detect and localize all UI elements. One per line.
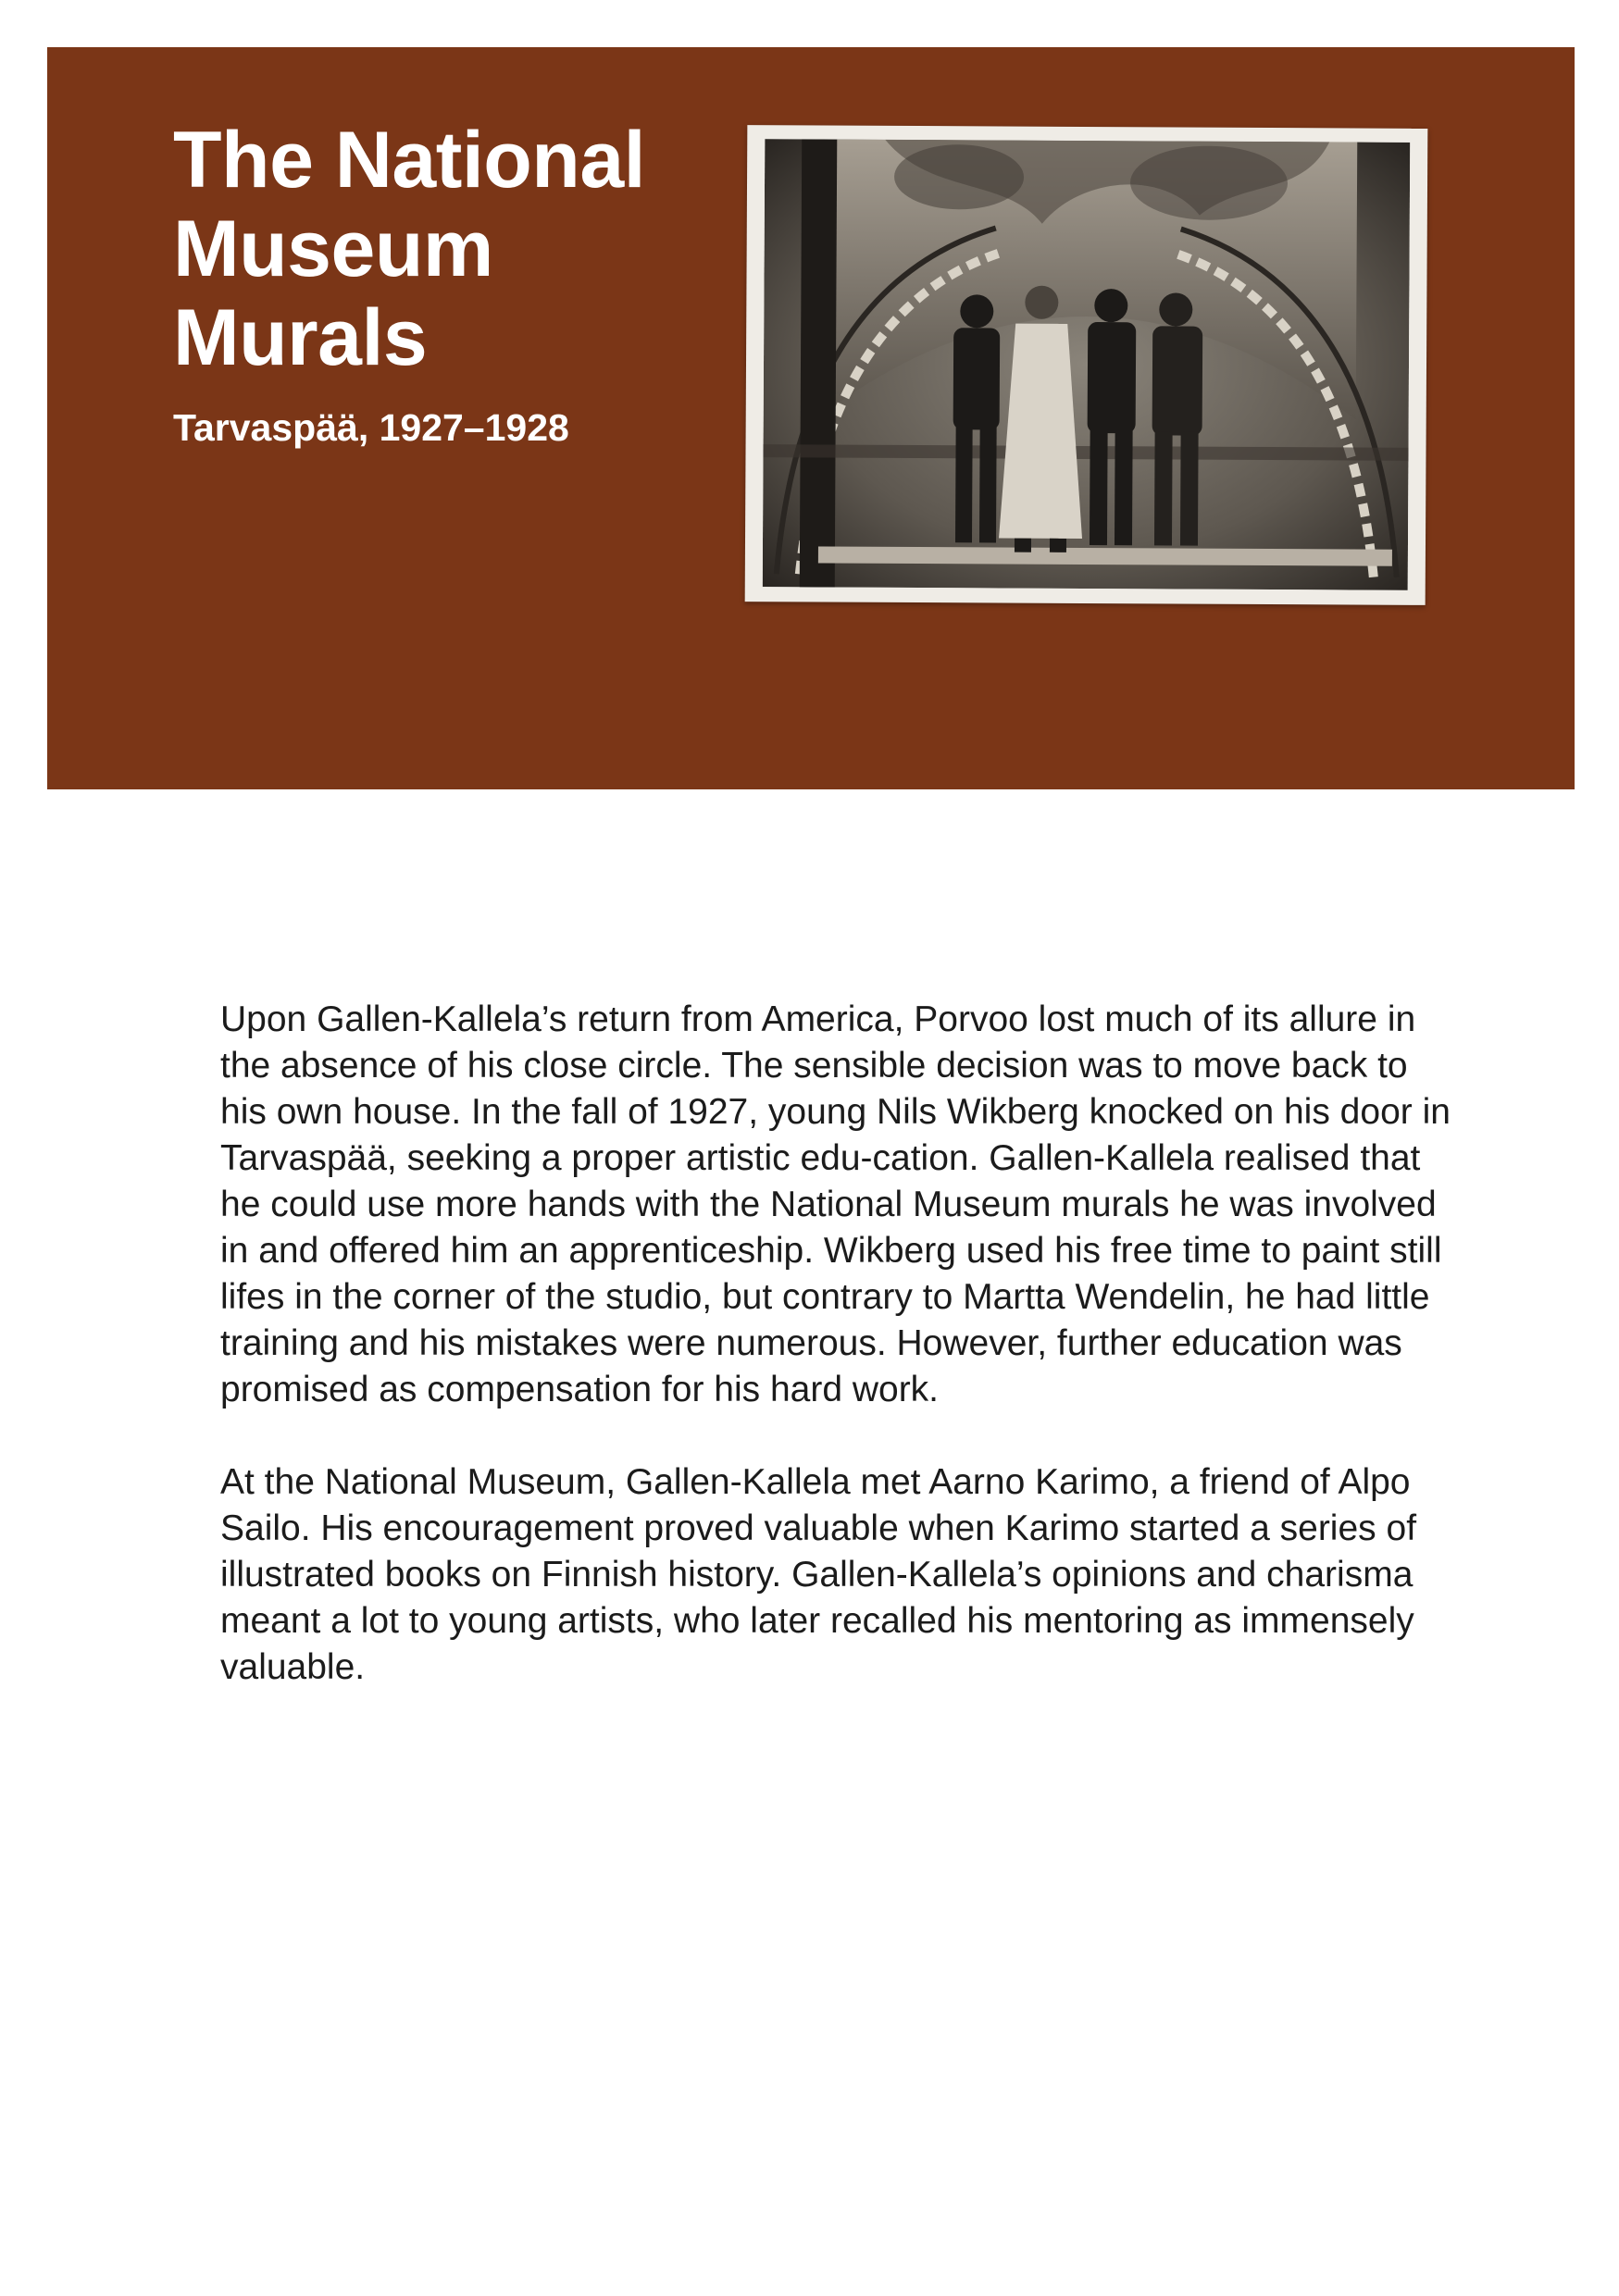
page-subtitle: Tarvaspää, 1927–1928 (173, 406, 569, 449)
body-paragraph-1: Upon Gallen-Kallela’s return from America, Porvoo lost much of its allure in the absence of his close circle. The sensible decision was to move back to his own house. In the fall of 1927, young Nils Wikberg knocked on his door in Tarvaspää, seeking a proper artistic edu-cation. Gallen-Kallela realised that he could use more hands with the National Museum murals he was involved in and offered him an apprenticeship. Wikberg used his free time to paint still lifes in the corner of the studio, but contrary to Martta Wendelin, he had little training and his mistakes were numerous. However, further education was promised as compensation for his hard work. (220, 999, 1451, 1409)
historical-photo-image (763, 139, 1411, 590)
body-paragraph-2: At the National Museum, Gallen-Kallela met Aarno Karimo, a friend of Alpo Sailo. His encouragement proved valuable when Karimo started a series of illustrated books on Finnish history. Gallen-Kallela’s opinions and charisma meant a lot to young artists, who later recalled his mentoring as immensely valuable. (220, 1462, 1417, 1687)
page-title: The National Museum Murals (173, 116, 646, 382)
body-text (220, 997, 1461, 1737)
historical-photo (745, 125, 1428, 605)
